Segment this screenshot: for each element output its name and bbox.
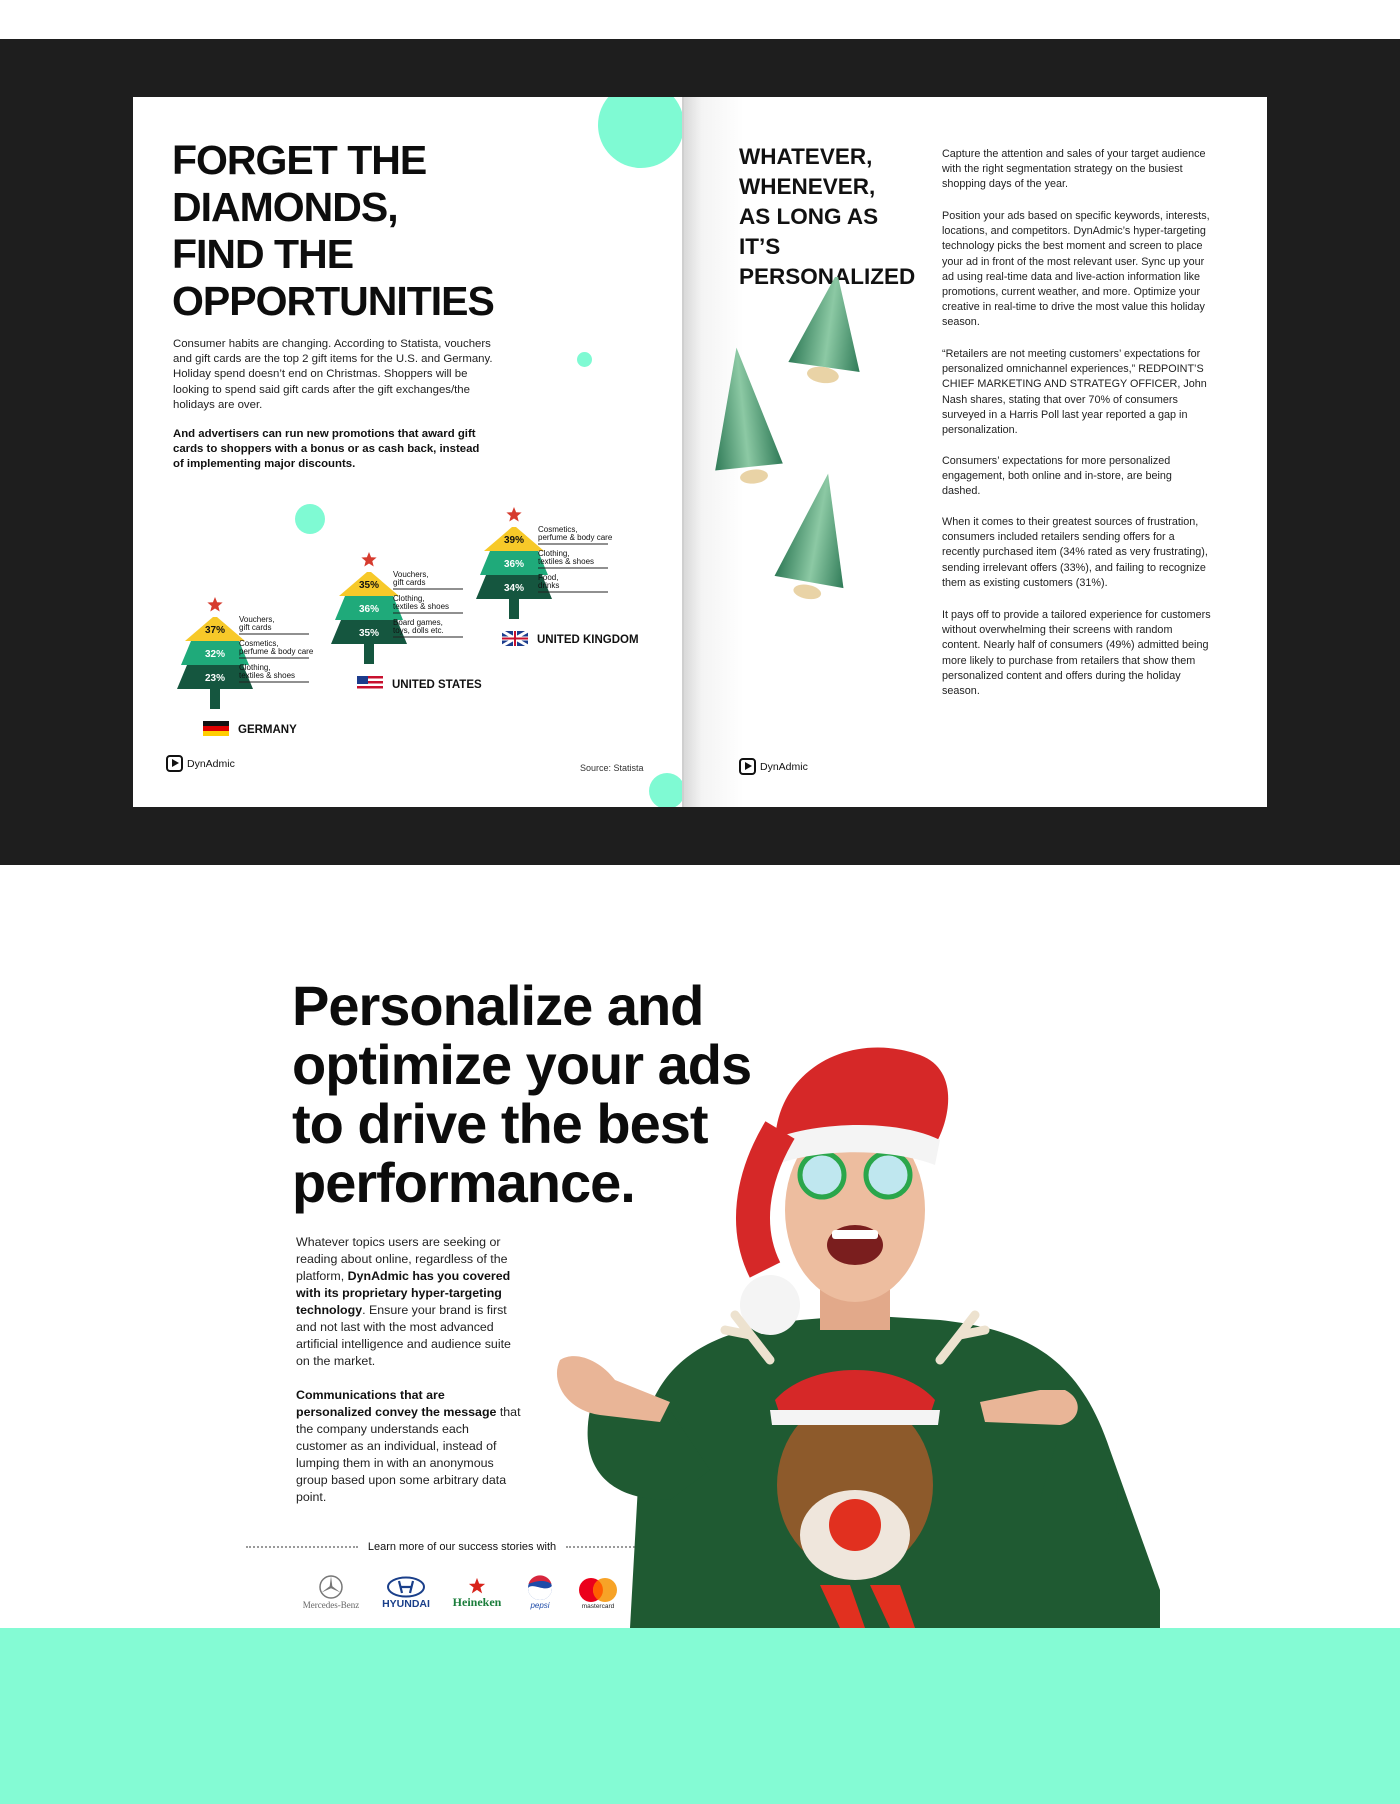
tree-star-icon	[361, 552, 376, 567]
tree-star-icon	[207, 597, 222, 612]
hero-title-line: optimize your ads	[292, 1033, 752, 1096]
right-page	[684, 97, 1267, 807]
hyundai-logo	[378, 1564, 434, 1610]
right-heading-line: PERSONALIZED	[739, 264, 916, 289]
hero-p1-text-end: . Ensure your brand is first and not last with the most advanced artificial intelligence and audience suite on the market.	[296, 1303, 511, 1368]
right-paragraph-1: Capture the attention and sales of your target audience with the right segmentation strategy on the busiest shopping days of the year.	[942, 148, 1206, 191]
tree-category-label: Cosmetics,	[239, 639, 279, 648]
gift-trees-chart	[133, 477, 684, 757]
tree-category-label: Clothing,	[393, 594, 425, 603]
right-heading	[739, 142, 919, 292]
hero-p2-text: that the company understands each customer as an individual, instead of lumping them in with an anonymous group based upon some arbitrary data point.	[296, 1405, 521, 1504]
tree-category-label: Clothing,	[538, 549, 570, 558]
decor-dot-bottom	[649, 773, 684, 807]
germany-flag-icon	[203, 731, 229, 736]
tree-value-label: 35%	[358, 580, 380, 591]
left-heading	[172, 137, 512, 325]
logo-text: DynAdmic	[760, 760, 808, 773]
tree-category-label: Food,	[538, 573, 559, 582]
tree-value-label: 23%	[204, 673, 226, 684]
tree-category-label: Vouchers,	[393, 570, 429, 579]
tree-category-label: perfume & body care	[239, 647, 314, 656]
tree-category-label: gift cards	[393, 578, 426, 587]
usa-flag-icon	[357, 686, 383, 689]
tree-category-label: drinks	[538, 581, 560, 590]
germany-flag-icon	[203, 721, 229, 726]
tree-value-label: 36%	[358, 604, 380, 615]
logo-text: DynAdmic	[187, 757, 235, 770]
right-heading-line: WHATEVER,	[739, 144, 873, 169]
tree-category-label: textiles & shoes	[239, 671, 296, 680]
dynadmic-logo-icon	[166, 755, 183, 772]
right-paragraph-6: It pays off to provide a tailored experience for customers without overwhelming their screens with random content. Nearly half of consumers (49%) admitted being more likely to purchase from retailers that show them personalized content and offers during the holiday season.	[942, 609, 1211, 698]
left-paragraph-bold: And advertisers can run new promotions that award gift cards to shoppers with a bonus or as cash back, instead of implementing major discounts.	[173, 428, 480, 471]
tree-category-label: perfume & body care	[538, 533, 613, 542]
mini-trees-photo	[704, 277, 904, 777]
left-heading-line: FORGET THE	[172, 137, 427, 183]
heineken-logo	[446, 1564, 508, 1610]
heineken-star-icon	[468, 1577, 486, 1595]
tree-value-label: 39%	[503, 535, 525, 546]
left-heading-line: FIND THE	[172, 231, 354, 277]
tree-value-label: 35%	[358, 628, 380, 639]
left-heading-line: DIAMONDS,	[172, 184, 398, 230]
brand-name: mastercard	[581, 1603, 615, 1610]
country-label: UNITED STATES	[392, 679, 482, 691]
tree-category-label: textiles & shoes	[538, 557, 595, 566]
tree-category-label: Vouchers,	[239, 615, 275, 624]
hyundai-emblem-icon	[386, 1576, 426, 1598]
source-note: Source: Statista	[580, 763, 644, 773]
usa-flag-icon	[357, 676, 368, 684]
hero-title-line: to drive the best	[292, 1092, 708, 1155]
brand-name: Heineken	[452, 1595, 502, 1609]
dotted-line	[246, 1546, 358, 1548]
footer-mint-band	[0, 1628, 1400, 1804]
right-heading-line: AS LONG AS IT’S	[739, 204, 879, 259]
right-paragraph-2: Position your ads based on specific keywords, interests, locations, and competitors. DynAdmic’s hyper-targeting technology picks the best moment and screen to place your ad in front of the most relevant user. Sync up your ad using real-time data and live-action information like promotions, current weather, and more. Optimize your creative in real-time to drive the most value this holiday season.	[942, 210, 1210, 329]
hero-paragraph-2	[296, 1387, 522, 1506]
tree-category-label: toys, dolls etc.	[393, 626, 444, 635]
tree-trunk	[509, 599, 519, 619]
brand-name: Mercedes-Benz	[302, 1600, 360, 1610]
dynadmic-logo-icon	[739, 758, 756, 775]
tree-category-label: textiles & shoes	[393, 602, 450, 611]
mercedes-logo	[296, 1564, 366, 1610]
brand-name: pepsi	[530, 1601, 550, 1610]
tree-category-label: gift cards	[239, 623, 272, 632]
tree-star-icon	[506, 507, 521, 522]
brand-name: HYUNDAI	[382, 1598, 430, 1610]
country-label: GERMANY	[238, 724, 297, 736]
mercedes-star-icon	[318, 1574, 344, 1600]
hero-p1-bold: DynAdmic has you covered with its proprietary hyper-targeting technology	[296, 1269, 511, 1317]
tree-category-label: Cosmetics,	[538, 525, 578, 534]
tree-category-label: Board games,	[393, 618, 443, 627]
success-stories-label: Learn more of our success stories with	[367, 1541, 557, 1553]
right-paragraph-5: When it comes to their greatest sources of frustration, consumers included retailers sending offers for a recently purchased item (34% rated as very frustrating), sending irrelevant offers (33%), and failing to recognize them as existing customers (31%).	[942, 516, 1208, 589]
decor-dot-large	[598, 97, 684, 168]
dynadmic-logo	[739, 758, 808, 775]
dynadmic-logo	[166, 755, 235, 772]
hero-title-line: Personalize and	[292, 974, 704, 1037]
right-heading-line: WHENEVER,	[739, 174, 876, 199]
left-paragraph: Consumer habits are changing. According to Statista, vouchers and gift cards are the top 2 gift items for the U.S. and Germany. Holiday spend doesn’t end on Christmas. Shoppers will be looking to spend said gift cards after the gift exchanges/the holidays are over.	[173, 338, 493, 411]
right-paragraph-3: “Retailers are not meeting customers’ expectations for personalized omnichannel experiences,” REDPOINT’S CHIEF MARKETING AND STRATEGY OFFICER, John Nash shares, stating that over 70% of consumers surveyed in a Harris Poll last year reported a gap in personalization.	[942, 348, 1207, 437]
hero-p1-text: Whatever topics users are seeking or reading about online, regardless of the platform,	[296, 1235, 508, 1283]
hero-paragraph-1	[296, 1234, 522, 1370]
tree-value-label: 32%	[204, 649, 226, 660]
country-label: UNITED KINGDOM	[537, 634, 639, 646]
left-page	[133, 97, 684, 807]
hero-p2-bold: Communications that are personalized convey the message	[296, 1388, 497, 1419]
christmas-sweater-man-photo	[520, 1030, 1170, 1628]
tree-value-label: 36%	[503, 559, 525, 570]
hero-title-line: performance.	[292, 1151, 635, 1214]
magazine-spread	[133, 97, 1267, 807]
tree-trunk	[210, 689, 220, 709]
tree-trunk	[364, 644, 374, 664]
usa-flag-icon	[357, 689, 383, 692]
germany-flag-icon	[203, 726, 229, 731]
right-paragraph-4: Consumers’ expectations for more personalized engagement, both online and in-store, are being dashed.	[942, 455, 1172, 498]
tree-category-label: Clothing,	[239, 663, 271, 672]
tree-value-label: 37%	[204, 625, 226, 636]
decor-dot-small	[577, 352, 592, 367]
tree-value-label: 34%	[503, 583, 525, 594]
left-heading-line: OPPORTUNITIES	[172, 278, 494, 324]
